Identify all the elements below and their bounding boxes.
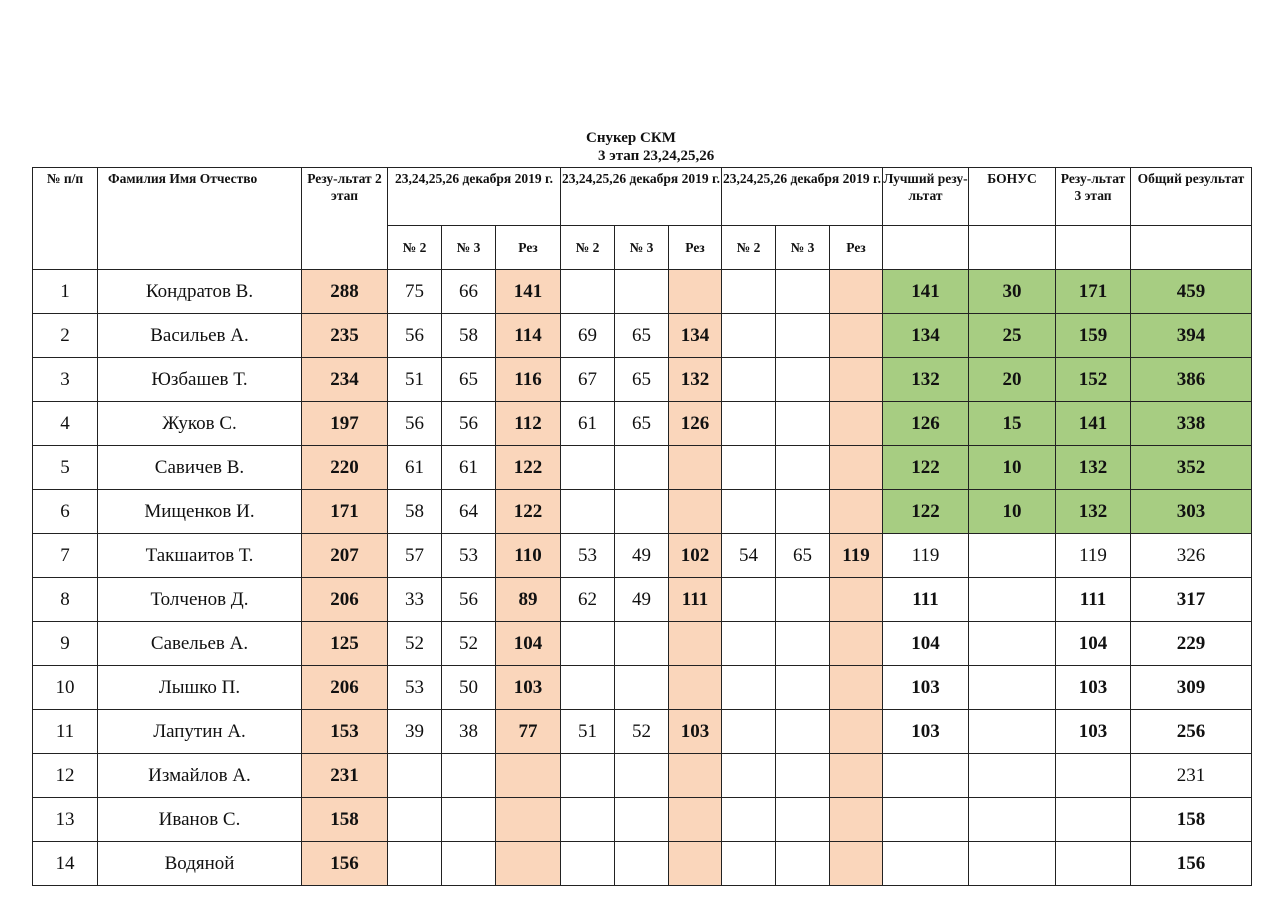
round-1-result-cell: 89: [496, 578, 561, 622]
table-row: [33, 842, 1252, 886]
bonus-cell: 15: [969, 402, 1056, 446]
results-table: [32, 167, 1252, 886]
bonus-cell: [969, 798, 1056, 842]
round-1-frame-2-cell: 56: [388, 314, 442, 358]
round-2-frame-2-cell: [561, 754, 615, 798]
round-3-frame-3-cell: [776, 270, 830, 314]
row-number-cell: 7: [33, 534, 98, 578]
round-3-result-cell: [830, 754, 883, 798]
result-stage-3-cell: 103: [1056, 666, 1131, 710]
best-result-cell: 132: [883, 358, 969, 402]
round-1-result-cell: [496, 798, 561, 842]
round-2-result-cell: [669, 666, 722, 710]
result-stage-3-cell: 111: [1056, 578, 1131, 622]
round-3-frame-2-cell: [722, 490, 776, 534]
empty-header-cell: [1131, 226, 1252, 270]
header-dates-round-1: 23,24,25,26 декабря 2019 г.: [388, 168, 561, 226]
table-row: [33, 402, 1252, 446]
best-result-cell: 103: [883, 710, 969, 754]
round-1-result-cell: 110: [496, 534, 561, 578]
round-2-result-cell: 134: [669, 314, 722, 358]
total-result-cell: 303: [1131, 490, 1252, 534]
name-cell: Васильев А.: [98, 314, 302, 358]
table-row: [33, 666, 1252, 710]
table-row: [33, 446, 1252, 490]
round-2-result-cell: [669, 622, 722, 666]
name-cell: Такшаитов Т.: [98, 534, 302, 578]
name-cell: Жуков С.: [98, 402, 302, 446]
empty-header-cell: [883, 226, 969, 270]
round-1-frame-2-cell: [388, 842, 442, 886]
round-1-frame-3-cell: 66: [442, 270, 496, 314]
round-3-result-cell: [830, 622, 883, 666]
round-3-frame-3-cell: [776, 314, 830, 358]
name-cell: Кондратов В.: [98, 270, 302, 314]
round-3-frame-3-cell: [776, 666, 830, 710]
round-1-frame-2-cell: 52: [388, 622, 442, 666]
round-2-frame-3-cell: [615, 754, 669, 798]
round-3-frame-2-cell: [722, 666, 776, 710]
bonus-cell: [969, 578, 1056, 622]
round-1-frame-2-cell: 51: [388, 358, 442, 402]
total-result-cell: 158: [1131, 798, 1252, 842]
result-stage-3-cell: [1056, 754, 1131, 798]
round-1-frame-3-cell: 58: [442, 314, 496, 358]
round-3-result-cell: [830, 270, 883, 314]
round-2-frame-2-cell: 67: [561, 358, 615, 402]
subheader-cell: № 3: [442, 226, 496, 270]
result-stage-2-cell: 153: [302, 710, 388, 754]
round-2-frame-2-cell: 61: [561, 402, 615, 446]
round-3-frame-2-cell: [722, 314, 776, 358]
round-1-result-cell: [496, 754, 561, 798]
best-result-cell: [883, 798, 969, 842]
round-1-result-cell: 122: [496, 446, 561, 490]
subheader-cell: Рез: [830, 226, 883, 270]
row-number-cell: 5: [33, 446, 98, 490]
round-1-frame-3-cell: 56: [442, 578, 496, 622]
empty-header-cell: [969, 226, 1056, 270]
round-3-frame-3-cell: [776, 402, 830, 446]
total-result-cell: 338: [1131, 402, 1252, 446]
name-cell: Юзбашев Т.: [98, 358, 302, 402]
round-1-frame-3-cell: 38: [442, 710, 496, 754]
name-cell: Лышко П.: [98, 666, 302, 710]
round-3-frame-3-cell: [776, 710, 830, 754]
round-2-result-cell: 111: [669, 578, 722, 622]
round-3-result-cell: [830, 842, 883, 886]
result-stage-2-cell: 288: [302, 270, 388, 314]
best-result-cell: [883, 754, 969, 798]
table-row: [33, 314, 1252, 358]
result-stage-2-cell: 206: [302, 666, 388, 710]
row-number-cell: 10: [33, 666, 98, 710]
round-1-frame-2-cell: 53: [388, 666, 442, 710]
result-stage-3-cell: 103: [1056, 710, 1131, 754]
subheader-cell: № 3: [615, 226, 669, 270]
round-3-frame-3-cell: [776, 754, 830, 798]
table-row: [33, 710, 1252, 754]
round-1-result-cell: 103: [496, 666, 561, 710]
total-result-cell: 352: [1131, 446, 1252, 490]
round-3-result-cell: [830, 446, 883, 490]
bonus-cell: [969, 666, 1056, 710]
bonus-cell: 10: [969, 490, 1056, 534]
round-2-frame-3-cell: [615, 666, 669, 710]
best-result-cell: 104: [883, 622, 969, 666]
round-2-result-cell: [669, 754, 722, 798]
total-result-cell: 229: [1131, 622, 1252, 666]
name-cell: Измайлов А.: [98, 754, 302, 798]
subheader-cell: № 2: [722, 226, 776, 270]
row-number-cell: 2: [33, 314, 98, 358]
table-row: [33, 534, 1252, 578]
round-3-result-cell: 119: [830, 534, 883, 578]
table-row: [33, 622, 1252, 666]
bonus-cell: [969, 622, 1056, 666]
round-1-result-cell: 77: [496, 710, 561, 754]
result-stage-2-cell: 158: [302, 798, 388, 842]
round-3-frame-2-cell: [722, 270, 776, 314]
best-result-cell: 126: [883, 402, 969, 446]
round-1-result-cell: 122: [496, 490, 561, 534]
round-1-result-cell: 116: [496, 358, 561, 402]
round-2-frame-3-cell: 49: [615, 578, 669, 622]
bonus-cell: 25: [969, 314, 1056, 358]
best-result-cell: 141: [883, 270, 969, 314]
round-1-frame-3-cell: 53: [442, 534, 496, 578]
row-number-cell: 3: [33, 358, 98, 402]
header-result-stage-3: Резу-льтат 3 этап: [1056, 168, 1131, 226]
round-3-frame-2-cell: [722, 622, 776, 666]
round-3-frame-3-cell: [776, 798, 830, 842]
total-result-cell: 326: [1131, 534, 1252, 578]
round-1-result-cell: 114: [496, 314, 561, 358]
round-2-result-cell: [669, 446, 722, 490]
round-1-frame-3-cell: 52: [442, 622, 496, 666]
bonus-cell: 20: [969, 358, 1056, 402]
round-3-frame-3-cell: [776, 622, 830, 666]
round-2-result-cell: 103: [669, 710, 722, 754]
header-result-stage-2: Резу-льтат 2 этап: [302, 168, 388, 270]
bonus-cell: [969, 534, 1056, 578]
round-2-frame-3-cell: 65: [615, 358, 669, 402]
name-cell: Толченов Д.: [98, 578, 302, 622]
best-result-cell: 111: [883, 578, 969, 622]
round-3-frame-2-cell: [722, 358, 776, 402]
header-dates-round-3: 23,24,25,26 декабря 2019 г.: [722, 168, 883, 226]
round-3-frame-2-cell: [722, 798, 776, 842]
round-1-frame-2-cell: [388, 754, 442, 798]
total-result-cell: 156: [1131, 842, 1252, 886]
round-2-frame-3-cell: [615, 798, 669, 842]
round-1-frame-2-cell: 75: [388, 270, 442, 314]
name-cell: Иванов С.: [98, 798, 302, 842]
name-cell: Савичев В.: [98, 446, 302, 490]
round-2-frame-2-cell: [561, 270, 615, 314]
round-1-frame-2-cell: 61: [388, 446, 442, 490]
title-line-1: Снукер СКМ: [586, 130, 676, 146]
total-result-cell: 256: [1131, 710, 1252, 754]
round-1-frame-3-cell: 65: [442, 358, 496, 402]
round-3-frame-2-cell: 54: [722, 534, 776, 578]
round-1-frame-3-cell: [442, 798, 496, 842]
round-1-frame-3-cell: 64: [442, 490, 496, 534]
round-2-frame-3-cell: [615, 622, 669, 666]
result-stage-3-cell: 132: [1056, 446, 1131, 490]
result-stage-2-cell: 171: [302, 490, 388, 534]
row-number-cell: 8: [33, 578, 98, 622]
round-3-frame-2-cell: [722, 446, 776, 490]
round-3-result-cell: [830, 314, 883, 358]
round-2-frame-3-cell: [615, 842, 669, 886]
best-result-cell: 122: [883, 446, 969, 490]
subheader-cell: Рез: [496, 226, 561, 270]
best-result-cell: 103: [883, 666, 969, 710]
round-1-frame-2-cell: 56: [388, 402, 442, 446]
result-stage-3-cell: 119: [1056, 534, 1131, 578]
round-3-frame-3-cell: [776, 842, 830, 886]
round-2-result-cell: [669, 270, 722, 314]
round-2-result-cell: [669, 842, 722, 886]
best-result-cell: 134: [883, 314, 969, 358]
round-1-frame-3-cell: 50: [442, 666, 496, 710]
round-2-frame-3-cell: [615, 446, 669, 490]
round-2-result-cell: [669, 490, 722, 534]
round-1-frame-2-cell: 39: [388, 710, 442, 754]
result-stage-2-cell: 206: [302, 578, 388, 622]
table-row: [33, 490, 1252, 534]
round-3-frame-2-cell: [722, 710, 776, 754]
name-cell: Водяной: [98, 842, 302, 886]
best-result-cell: 119: [883, 534, 969, 578]
subheader-cell: № 2: [388, 226, 442, 270]
name-cell: Мищенков И.: [98, 490, 302, 534]
round-2-frame-3-cell: [615, 490, 669, 534]
row-number-cell: 1: [33, 270, 98, 314]
result-stage-3-cell: [1056, 798, 1131, 842]
result-stage-2-cell: 234: [302, 358, 388, 402]
round-3-result-cell: [830, 798, 883, 842]
result-stage-3-cell: 171: [1056, 270, 1131, 314]
total-result-cell: 309: [1131, 666, 1252, 710]
best-result-cell: [883, 842, 969, 886]
result-stage-2-cell: 197: [302, 402, 388, 446]
round-2-frame-2-cell: [561, 490, 615, 534]
round-1-result-cell: [496, 842, 561, 886]
best-result-cell: 122: [883, 490, 969, 534]
round-2-frame-2-cell: [561, 798, 615, 842]
result-stage-3-cell: 141: [1056, 402, 1131, 446]
round-1-frame-3-cell: 56: [442, 402, 496, 446]
round-1-result-cell: 112: [496, 402, 561, 446]
result-stage-3-cell: [1056, 842, 1131, 886]
round-3-frame-3-cell: 65: [776, 534, 830, 578]
total-result-cell: 231: [1131, 754, 1252, 798]
round-2-result-cell: 126: [669, 402, 722, 446]
subheader-cell: № 3: [776, 226, 830, 270]
round-1-frame-2-cell: 58: [388, 490, 442, 534]
round-1-result-cell: 104: [496, 622, 561, 666]
table-row: [33, 270, 1252, 314]
round-1-frame-3-cell: [442, 842, 496, 886]
total-result-cell: 317: [1131, 578, 1252, 622]
round-1-frame-3-cell: 61: [442, 446, 496, 490]
name-cell: Лапутин А.: [98, 710, 302, 754]
result-stage-3-cell: 152: [1056, 358, 1131, 402]
total-result-cell: 459: [1131, 270, 1252, 314]
round-3-frame-2-cell: [722, 402, 776, 446]
round-3-frame-3-cell: [776, 446, 830, 490]
result-stage-2-cell: 125: [302, 622, 388, 666]
row-number-cell: 13: [33, 798, 98, 842]
name-cell: Савельев А.: [98, 622, 302, 666]
bonus-cell: 10: [969, 446, 1056, 490]
header-best-result: Лучший резу-льтат: [883, 168, 969, 226]
round-3-frame-3-cell: [776, 358, 830, 402]
table-row: [33, 798, 1252, 842]
round-3-frame-3-cell: [776, 578, 830, 622]
row-number-cell: 14: [33, 842, 98, 886]
row-number-cell: 6: [33, 490, 98, 534]
row-number-cell: 9: [33, 622, 98, 666]
round-3-result-cell: [830, 666, 883, 710]
round-3-result-cell: [830, 578, 883, 622]
header-bonus: БОНУС: [969, 168, 1056, 226]
result-stage-3-cell: 104: [1056, 622, 1131, 666]
round-2-frame-3-cell: 49: [615, 534, 669, 578]
subheader-cell: Рез: [669, 226, 722, 270]
total-result-cell: 386: [1131, 358, 1252, 402]
bonus-cell: [969, 754, 1056, 798]
round-2-frame-2-cell: 69: [561, 314, 615, 358]
round-2-frame-3-cell: 52: [615, 710, 669, 754]
round-2-frame-3-cell: [615, 270, 669, 314]
row-number-cell: 11: [33, 710, 98, 754]
round-2-frame-2-cell: 53: [561, 534, 615, 578]
round-2-result-cell: [669, 798, 722, 842]
bonus-cell: [969, 710, 1056, 754]
result-stage-2-cell: 231: [302, 754, 388, 798]
round-3-frame-3-cell: [776, 490, 830, 534]
empty-header-cell: [1056, 226, 1131, 270]
round-2-result-cell: 132: [669, 358, 722, 402]
round-1-frame-2-cell: 33: [388, 578, 442, 622]
round-1-frame-2-cell: 57: [388, 534, 442, 578]
result-stage-2-cell: 220: [302, 446, 388, 490]
total-result-cell: 394: [1131, 314, 1252, 358]
round-2-frame-3-cell: 65: [615, 402, 669, 446]
round-2-frame-2-cell: [561, 666, 615, 710]
table-row: [33, 754, 1252, 798]
table-row: [33, 358, 1252, 402]
round-3-result-cell: [830, 710, 883, 754]
round-3-result-cell: [830, 490, 883, 534]
round-1-result-cell: 141: [496, 270, 561, 314]
header-name: Фамилия Имя Отчество: [98, 168, 302, 270]
round-2-frame-3-cell: 65: [615, 314, 669, 358]
result-stage-2-cell: 235: [302, 314, 388, 358]
result-stage-3-cell: 132: [1056, 490, 1131, 534]
title-line-2: 3 этап 23,24,25,26: [598, 148, 715, 164]
header-total: Общий результат: [1131, 168, 1252, 226]
bonus-cell: [969, 842, 1056, 886]
round-2-result-cell: 102: [669, 534, 722, 578]
document-title: [586, 129, 714, 165]
header-num: № п/п: [33, 168, 98, 270]
row-number-cell: 4: [33, 402, 98, 446]
subheader-cell: № 2: [561, 226, 615, 270]
round-3-frame-2-cell: [722, 578, 776, 622]
round-2-frame-2-cell: [561, 622, 615, 666]
result-stage-2-cell: 207: [302, 534, 388, 578]
round-1-frame-2-cell: [388, 798, 442, 842]
round-2-frame-2-cell: [561, 446, 615, 490]
result-stage-3-cell: 159: [1056, 314, 1131, 358]
header-dates-round-2: 23,24,25,26 декабря 2019 г.: [561, 168, 722, 226]
result-stage-2-cell: 156: [302, 842, 388, 886]
round-1-frame-3-cell: [442, 754, 496, 798]
round-3-result-cell: [830, 358, 883, 402]
round-2-frame-2-cell: 62: [561, 578, 615, 622]
bonus-cell: 30: [969, 270, 1056, 314]
round-3-frame-2-cell: [722, 754, 776, 798]
table-row: [33, 578, 1252, 622]
round-3-frame-2-cell: [722, 842, 776, 886]
round-3-result-cell: [830, 402, 883, 446]
round-2-frame-2-cell: 51: [561, 710, 615, 754]
row-number-cell: 12: [33, 754, 98, 798]
round-2-frame-2-cell: [561, 842, 615, 886]
